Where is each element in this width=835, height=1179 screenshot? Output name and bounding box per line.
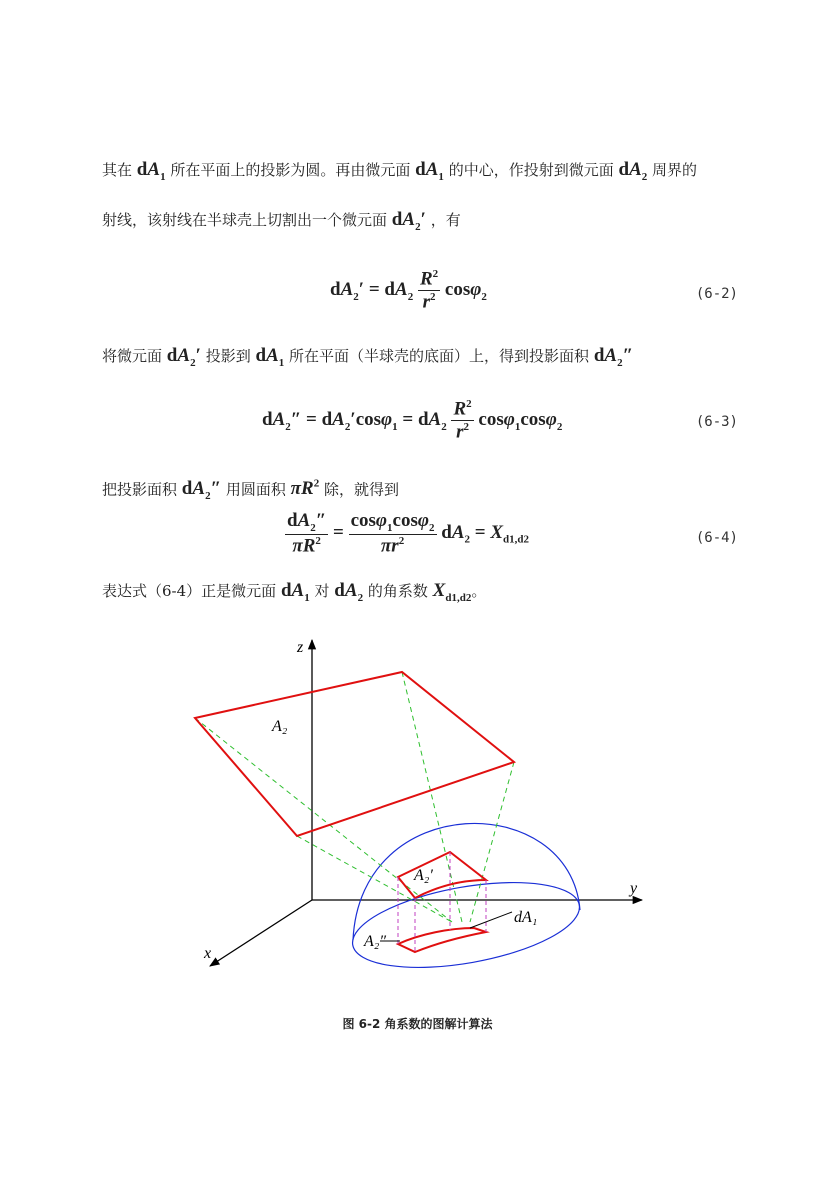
- math-X-d1d2: $X_{d1,d2}$: [432, 580, 472, 604]
- text: 射线，该射线在半球壳上切割出一个微元面: [102, 211, 388, 229]
- text: 除，就得到: [323, 480, 399, 499]
- text: 投影到: [205, 347, 251, 365]
- text: ，有: [430, 211, 461, 229]
- text: 所在平面上的投影为圆。再由微元面: [170, 161, 411, 179]
- math-dA2-prime: $dA_2'$: [166, 345, 201, 369]
- label-z: z: [297, 639, 304, 656]
- text: 其在: [102, 161, 133, 179]
- math-dA1: $dA_1$: [415, 159, 444, 183]
- label-A2-prime: A₂′: [414, 867, 433, 884]
- text: 对: [314, 582, 330, 600]
- label-dA1: dA₁: [514, 909, 538, 926]
- label-A2-doubleprime: A₂″: [364, 933, 386, 950]
- text: 表达式（6-4）正是微元面: [102, 582, 277, 600]
- equation-6-4: $\frac{dA_2''}{\pi R^2}$ = $\frac{\cos\varphi_1\cos\varphi_2}{\pi r^2}$ $dA_2 = X_{d1,d2}$: [287, 510, 530, 557]
- label-y: y: [630, 880, 638, 897]
- patch-A2-doubleprime: [398, 928, 486, 952]
- label-A2: A₂: [272, 718, 288, 735]
- math-dA2-doubleprime: $dA_2''$: [593, 345, 634, 369]
- text: 的中心，作投射到微元面: [448, 161, 614, 179]
- surface-A2: [195, 672, 514, 836]
- equation-number: (6-4): [695, 530, 738, 546]
- equation-number: (6-2): [695, 286, 738, 302]
- math-dA1: $dA_1$: [136, 159, 166, 183]
- paragraph-line-5: 表达式（6-4）正是微元面 $dA_1$ 对 $dA_2$ 的角系数 $X_{d1,d2}$。: [102, 580, 487, 604]
- math-dA2: $dA_2$: [618, 159, 648, 183]
- figure-caption: 图 6-2 角系数的图解计算法: [342, 1017, 493, 1031]
- math-dA1: $dA_1$: [280, 580, 310, 604]
- text: 把投影面积: [102, 480, 178, 499]
- hemisphere-base: [346, 868, 586, 983]
- text: 所在平面（半球壳的底面）上，得到投影面积: [289, 347, 590, 365]
- text: 用圆面积: [225, 480, 286, 499]
- math-dA2: $dA_2$: [334, 580, 364, 604]
- math-dA2-prime: $dA_2'$: [391, 209, 426, 233]
- equation-6-2: $dA_2' = dA_2$ $\frac{R^2}{r^2}$ cosφ$_2$: [330, 268, 487, 313]
- label-x: x: [204, 945, 212, 962]
- math-dA1: $dA_1$: [255, 345, 285, 369]
- vertical-projections: [398, 852, 486, 952]
- x-axis: [210, 900, 312, 966]
- equation-number: (6-3): [695, 414, 738, 430]
- text: 将微元面: [102, 347, 163, 365]
- text: 的角系数: [367, 582, 428, 600]
- math-dA2-doubleprime: $dA_2''$: [181, 478, 222, 503]
- math-pi-R2: $\pi R^2$: [290, 478, 320, 500]
- projection-lines: [195, 672, 514, 922]
- text: 周界的: [652, 161, 698, 179]
- equation-6-3: $dA_2'' = dA_2'\cos\varphi_1 = dA_2$ $\frac{R^2}{r^2}$ cosφ$_1$cosφ$_2$: [262, 398, 563, 443]
